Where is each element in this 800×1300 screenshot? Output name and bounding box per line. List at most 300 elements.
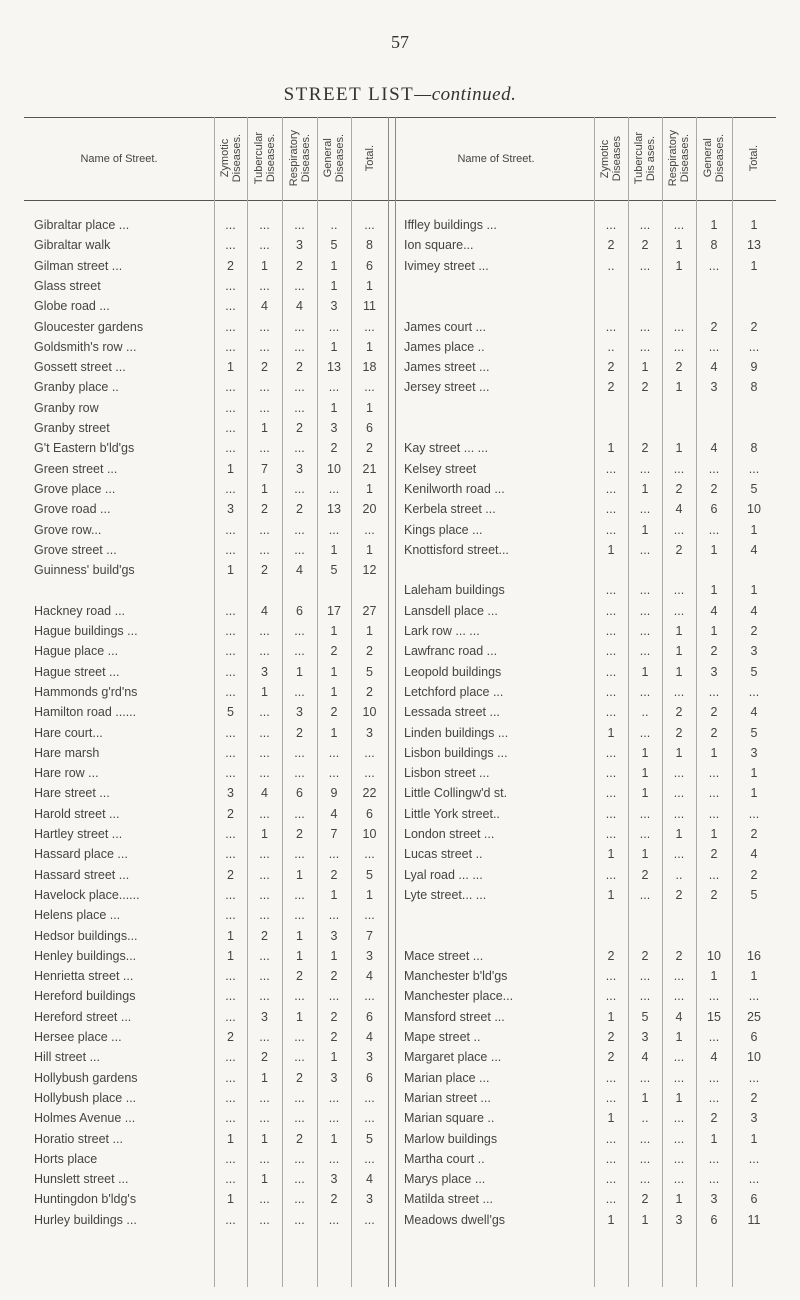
cell-tubercular: ... [639, 989, 651, 1004]
cell-total: 22 [362, 786, 377, 801]
cell-general: 6 [710, 502, 718, 517]
cell-respiratory: 2 [296, 360, 303, 375]
cell-tubercular: 2 [261, 502, 268, 517]
cell-general: 2 [710, 847, 718, 862]
cell-zymotic: ... [605, 624, 617, 638]
cell-respiratory: 2 [296, 969, 303, 984]
header-name-of-street-right: Name of Street. [457, 152, 535, 165]
cell-respiratory: ... [294, 989, 305, 1004]
table-row-right [24, 438, 776, 458]
table-row-right [24, 966, 776, 986]
header-name-of-street: Name of Street. [80, 152, 158, 165]
cell-general: ... [708, 258, 720, 273]
cell-street-name: Globe road ... [34, 299, 110, 314]
cell-respiratory: ... [294, 1172, 305, 1187]
cell-street-name: James street ... [404, 360, 490, 375]
cell-tubercular: 1 [261, 684, 268, 699]
cell-general: ... [708, 1030, 720, 1044]
cell-respiratory [662, 276, 696, 296]
cell-total: 4 [750, 542, 758, 557]
cell-general: 7 [330, 827, 338, 841]
cell-tubercular: ... [259, 745, 270, 760]
cell-respiratory: 2 [296, 258, 303, 273]
cell-respiratory: 2 [296, 421, 303, 435]
cell-respiratory: ... [294, 766, 305, 781]
cell-general: 2 [330, 969, 338, 984]
cell-zymotic: ... [605, 603, 617, 618]
cell-total: 3 [750, 745, 758, 760]
cell-street-name: Mansford street ... [404, 1009, 505, 1024]
cell-general: 1 [710, 542, 718, 557]
cell-total: ... [364, 908, 375, 923]
cell-total: 3 [366, 948, 373, 963]
table-row-right [24, 763, 776, 783]
table-row-right [24, 580, 776, 600]
header-respiratory-right: Respiratory Diseases. [667, 130, 691, 187]
cell-general: 2 [710, 644, 718, 659]
cell-general: ... [708, 684, 720, 699]
cell-respiratory: 4 [296, 563, 303, 578]
cell-street-name [404, 398, 592, 418]
cell-street-name: Mape street .. [404, 1030, 481, 1044]
cell-zymotic: 1 [607, 887, 615, 902]
cell-zymotic: ... [225, 1212, 236, 1227]
table-row-right [24, 276, 776, 296]
table-row-right [24, 215, 776, 235]
table-row-right [24, 865, 776, 885]
cell-street-name: Grove road ... [34, 502, 111, 517]
cell-zymotic: ... [225, 319, 236, 334]
cell-respiratory: 4 [675, 1009, 683, 1024]
cell-street-name: Jersey street ... [404, 380, 490, 395]
header-general-right: General Diseases. [702, 134, 726, 183]
cell-tubercular: .. [641, 705, 649, 720]
cell-street-name: Little York street.. [404, 806, 500, 821]
cell-tubercular: ... [639, 319, 651, 334]
cell-zymotic: ... [605, 684, 617, 699]
table-row-right [24, 1068, 776, 1088]
cell-respiratory: ... [294, 1151, 305, 1166]
cell-zymotic: 1 [607, 441, 615, 456]
cell-general: 3 [330, 299, 338, 314]
cell-total [732, 418, 776, 438]
cell-total: ... [364, 1212, 375, 1227]
table-row-right [24, 337, 776, 357]
cell-zymotic: ... [605, 867, 617, 882]
table-row-right [24, 296, 776, 316]
table-top-rule [24, 117, 776, 118]
cell-respiratory: 2 [675, 725, 683, 740]
cell-zymotic [594, 398, 628, 418]
cell-total: 2 [750, 319, 758, 334]
cell-general [696, 276, 732, 296]
cell-respiratory [662, 398, 696, 418]
cell-street-name: Ivimey street ... [404, 258, 489, 273]
cell-tubercular: ... [259, 989, 270, 1004]
cell-street-name: Granby place .. [34, 380, 119, 395]
cell-respiratory: ... [294, 908, 305, 923]
cell-zymotic: 1 [227, 563, 234, 578]
table-row-right [24, 377, 776, 397]
cell-total: ... [748, 684, 760, 699]
cell-street-name: Hassard place ... [34, 847, 128, 862]
cell-street-name: Green street ... [34, 461, 118, 476]
cell-street-name: G't Eastern b'ld'gs [34, 441, 135, 456]
cell-tubercular: ... [259, 1192, 270, 1207]
cell-total: 10 [747, 1050, 761, 1065]
cell-street-name [404, 926, 592, 946]
cell-general: ... [708, 1090, 720, 1105]
cell-general: 3 [330, 1070, 338, 1085]
cell-tubercular: 1 [641, 522, 649, 537]
cell-zymotic: ... [225, 1070, 236, 1085]
cell-total: 10 [362, 705, 377, 720]
table-row-right [24, 479, 776, 499]
title-main: STREET LIST [283, 84, 415, 105]
cell-respiratory: ... [673, 1172, 685, 1187]
cell-tubercular: ... [639, 827, 651, 841]
cell-total: ... [364, 1090, 375, 1105]
cell-respiratory: 2 [675, 887, 683, 902]
cell-respiratory: ... [673, 461, 685, 476]
cell-street-name: Hackney road ... [34, 603, 126, 618]
cell-tubercular: ... [639, 806, 651, 821]
cell-tubercular [628, 560, 662, 580]
cell-street-name: Hare row ... [34, 766, 99, 781]
cell-respiratory: ... [673, 339, 685, 354]
cell-tubercular: ... [639, 542, 651, 557]
cell-tubercular: ... [259, 1111, 270, 1126]
cell-general: ... [328, 1151, 340, 1166]
cell-street-name: Hereford buildings [34, 989, 136, 1004]
cell-tubercular: 1 [261, 258, 268, 273]
cell-street-name: Hollybush gardens [34, 1070, 138, 1085]
cell-street-name: Lessada street ... [404, 705, 500, 720]
cell-zymotic: 3 [227, 786, 234, 801]
cell-total: ... [748, 989, 760, 1004]
cell-zymotic: ... [605, 502, 617, 517]
cell-respiratory: 1 [675, 745, 683, 760]
cell-total [732, 560, 776, 580]
cell-general: ... [328, 1111, 340, 1126]
cell-general: 5 [330, 563, 338, 578]
cell-general: ... [328, 522, 340, 537]
cell-tubercular: ... [259, 522, 270, 537]
cell-respiratory: ... [294, 218, 305, 232]
cell-total: 12 [362, 563, 377, 578]
cell-street-name [404, 276, 592, 296]
cell-respiratory: ... [294, 441, 305, 456]
table-row-right [24, 702, 776, 722]
cell-respiratory: ... [294, 380, 305, 395]
cell-tubercular: 1 [641, 360, 649, 375]
cell-general: 1 [710, 624, 718, 638]
cell-general: 2 [710, 725, 718, 740]
table-row-right [24, 986, 776, 1006]
cell-total: ... [748, 806, 760, 821]
cell-general: 4 [330, 806, 338, 821]
cell-street-name: Hare marsh [34, 745, 100, 760]
cell-tubercular: ... [639, 258, 651, 273]
cell-respiratory: 2 [296, 725, 303, 740]
cell-general: 2 [330, 644, 338, 659]
cell-general: ... [708, 867, 720, 882]
cell-respiratory: 6 [296, 603, 303, 618]
cell-total: ... [364, 1111, 375, 1126]
cell-zymotic: ... [605, 583, 617, 598]
header-tubercular: Tubercular Diseases. [252, 132, 277, 185]
cell-tubercular: ... [639, 461, 651, 476]
cell-street-name: Marian place ... [404, 1070, 490, 1085]
cell-street-name: Lyal road ... ... [404, 867, 483, 882]
cell-zymotic: ... [605, 522, 617, 537]
cell-tubercular: ... [259, 948, 270, 963]
cell-total [732, 296, 776, 316]
cell-general: 2 [710, 319, 718, 334]
cell-respiratory: ... [294, 887, 305, 902]
cell-street-name: London street ... [404, 827, 495, 841]
table-row-right [24, 1189, 776, 1209]
cell-street-name: Hill street ... [34, 1050, 100, 1065]
cell-street-name: Knottisford street... [404, 542, 509, 557]
cell-tubercular: 1 [261, 827, 268, 841]
table-row-right [24, 499, 776, 519]
cell-zymotic: ... [225, 380, 236, 395]
cell-zymotic: 2 [607, 360, 615, 375]
cell-respiratory: ... [673, 603, 685, 618]
cell-respiratory: 1 [296, 928, 303, 943]
cell-general: ... [328, 1212, 340, 1227]
cell-total: ... [364, 218, 375, 232]
cell-total [732, 905, 776, 925]
cell-total: ... [748, 1151, 760, 1166]
cell-general: ... [328, 847, 340, 862]
cell-zymotic: ... [605, 745, 617, 760]
cell-respiratory: ... [673, 989, 685, 1004]
cell-total: 13 [747, 238, 761, 253]
cell-respiratory: ... [294, 644, 305, 659]
cell-zymotic: 2 [227, 806, 234, 821]
cell-total: 4 [750, 847, 758, 862]
cell-tubercular: ... [259, 400, 270, 415]
cell-respiratory [662, 560, 696, 580]
cell-general: 2 [330, 867, 338, 882]
cell-street-name: Marys place ... [404, 1172, 486, 1187]
cell-zymotic: ... [605, 1192, 617, 1207]
cell-zymotic: ... [605, 827, 617, 841]
street-list-table [24, 117, 776, 1287]
cell-zymotic: 1 [607, 542, 615, 557]
cell-respiratory [662, 926, 696, 946]
cell-total: 6 [750, 1030, 758, 1044]
cell-street-name: Hollybush place ... [34, 1090, 137, 1105]
cell-total: 3 [366, 725, 373, 740]
cell-general [696, 560, 732, 580]
cell-respiratory: 1 [675, 258, 683, 273]
cell-respiratory: ... [294, 278, 305, 293]
cell-total: ... [364, 319, 375, 334]
cell-zymotic: ... [225, 644, 236, 659]
cell-total: 2 [366, 684, 373, 699]
cell-respiratory: 3 [296, 705, 303, 720]
cell-total: 1 [750, 258, 758, 273]
cell-street-name: Guinness' build'gs [34, 563, 135, 578]
cell-respiratory: ... [673, 806, 685, 821]
cell-street-name: Letchford place ... [404, 684, 504, 699]
cell-street-name: Hedsor buildings... [34, 928, 138, 943]
cell-street-name: Lisbon buildings ... [404, 745, 508, 760]
cell-tubercular: ... [259, 542, 270, 557]
cell-tubercular: ... [259, 705, 270, 720]
cell-respiratory: 2 [675, 542, 683, 557]
cell-tubercular: ... [639, 218, 651, 232]
cell-tubercular: 1 [641, 745, 649, 760]
cell-zymotic: ... [225, 1009, 236, 1024]
table-row-right [24, 1027, 776, 1047]
cell-tubercular: 3 [261, 664, 268, 679]
cell-tubercular: 2 [261, 563, 268, 578]
cell-zymotic: ... [605, 1131, 617, 1146]
cell-tubercular: 2 [641, 441, 649, 456]
cell-zymotic [594, 560, 628, 580]
cell-zymotic: ... [225, 441, 236, 456]
cell-general: 1 [330, 258, 338, 273]
cell-street-name: Hague place ... [34, 644, 119, 659]
cell-general: 10 [707, 948, 721, 963]
cell-tubercular: ... [259, 319, 270, 334]
cell-respiratory [662, 296, 696, 316]
cell-total: 6 [750, 1192, 758, 1207]
cell-general: ... [328, 908, 340, 923]
cell-total: 5 [750, 481, 758, 496]
cell-street-name: Havelock place...... [34, 887, 140, 902]
table-row-right [24, 804, 776, 824]
cell-zymotic [594, 418, 628, 438]
cell-total: 4 [366, 1172, 373, 1187]
cell-street-name [404, 905, 592, 925]
cell-total: 2 [750, 867, 758, 882]
cell-total: 6 [366, 1070, 373, 1085]
cell-tubercular: ... [259, 725, 270, 740]
cell-respiratory: 2 [675, 705, 683, 720]
cell-general: ... [328, 1090, 340, 1105]
page-number: 57 [391, 32, 409, 52]
cell-total: 4 [750, 705, 758, 720]
cell-tubercular: 2 [641, 380, 649, 395]
cell-respiratory: ... [294, 481, 305, 496]
cell-zymotic: 1 [607, 1111, 615, 1126]
cell-zymotic: 1 [227, 948, 234, 963]
cell-general: 2 [710, 481, 718, 496]
cell-zymotic: 2 [607, 1050, 615, 1065]
cell-zymotic: ... [225, 1050, 236, 1065]
cell-zymotic: ... [225, 299, 236, 314]
cell-street-name: Gilman street ... [34, 258, 123, 273]
cell-zymotic: ... [605, 766, 617, 781]
table-row-right [24, 641, 776, 661]
cell-street-name: Kerbela street ... [404, 502, 496, 517]
cell-tubercular: 1 [261, 481, 268, 496]
cell-respiratory: 3 [296, 461, 303, 476]
cell-general: 1 [710, 218, 718, 232]
cell-zymotic: 2 [227, 258, 234, 273]
cell-tubercular: 1 [261, 1172, 268, 1187]
cell-general: 13 [327, 360, 341, 375]
cell-respiratory: ... [673, 1070, 685, 1085]
table-row-right [24, 520, 776, 540]
cell-street-name: Meadows dwell'gs [404, 1212, 506, 1227]
cell-tubercular: ... [259, 847, 270, 862]
cell-respiratory: 2 [675, 948, 683, 963]
cell-total: 2 [750, 624, 758, 638]
cell-zymotic: ... [225, 339, 236, 354]
cell-total: 25 [747, 1009, 761, 1024]
header-tubercular-right: Tubercular Dis ases. [633, 132, 657, 185]
cell-street-name: Margaret place ... [404, 1050, 502, 1065]
cell-general: ... [708, 989, 720, 1004]
table-row-right [24, 1007, 776, 1027]
cell-zymotic: ... [225, 1090, 236, 1105]
cell-street-name: Laleham buildings [404, 583, 505, 598]
cell-respiratory: 1 [675, 1090, 683, 1105]
cell-zymotic: ... [605, 969, 617, 984]
table-row-right [24, 418, 776, 438]
cell-street-name: Gibraltar place ... [34, 218, 130, 232]
cell-street-name: Horatio street ... [34, 1131, 123, 1146]
cell-total: ... [748, 1070, 760, 1085]
cell-total: 3 [750, 1111, 758, 1126]
table-row-right [24, 844, 776, 864]
cell-respiratory: ... [294, 400, 305, 415]
cell-zymotic: 2 [607, 380, 615, 395]
cell-respiratory: 1 [296, 664, 303, 679]
cell-respiratory: ... [673, 319, 685, 334]
cell-street-name: Lisbon street ... [404, 766, 490, 781]
cell-total: 1 [750, 583, 758, 598]
cell-zymotic: ... [225, 827, 236, 841]
cell-total: 1 [750, 969, 758, 984]
cell-zymotic: ... [225, 684, 236, 699]
cell-tubercular: ... [639, 1070, 651, 1085]
cell-tubercular: ... [639, 583, 651, 598]
cell-total: 7 [366, 928, 373, 943]
cell-respiratory: 1 [675, 644, 683, 659]
cell-general: 1 [330, 948, 338, 963]
table-row-right [24, 560, 776, 580]
cell-tubercular: ... [639, 1172, 651, 1187]
cell-zymotic: ... [225, 887, 236, 902]
cell-general: ... [708, 339, 720, 354]
cell-general: 3 [710, 1192, 718, 1207]
cell-respiratory: ... [294, 624, 305, 638]
cell-respiratory: ... [294, 1212, 305, 1227]
cell-total: 9 [750, 360, 758, 375]
cell-street-name: Hersee place ... [34, 1030, 122, 1044]
cell-tubercular: ... [639, 725, 651, 740]
cell-total: 3 [366, 1192, 373, 1207]
cell-tubercular: ... [259, 624, 270, 638]
cell-tubercular: 1 [261, 1131, 268, 1146]
cell-tubercular: 2 [641, 238, 649, 253]
cell-tubercular: 5 [641, 1009, 649, 1024]
cell-tubercular: ... [639, 339, 651, 354]
cell-general: ... [328, 380, 340, 395]
cell-street-name: Grove street ... [34, 542, 117, 557]
cell-street-name: Hassard street ... [34, 867, 130, 882]
cell-tubercular: ... [639, 603, 651, 618]
cell-general: 2 [710, 1111, 718, 1126]
cell-tubercular [628, 398, 662, 418]
